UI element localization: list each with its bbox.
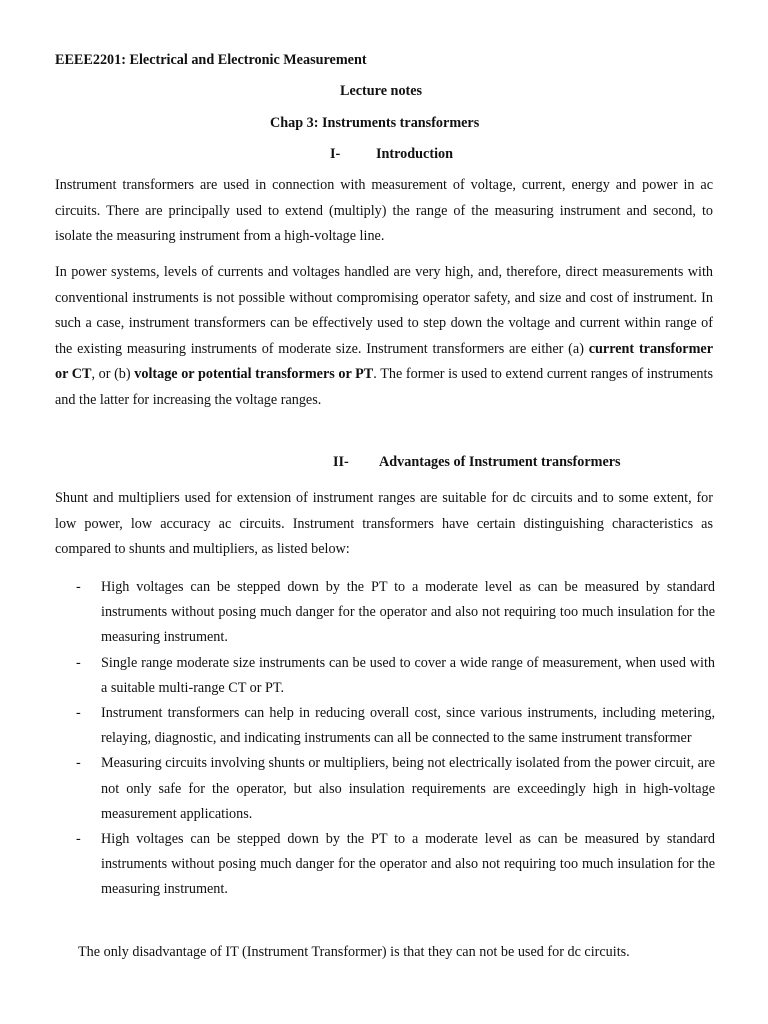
chapter-heading: Chap 3: Instruments transformers xyxy=(270,115,480,131)
list-item xyxy=(55,651,715,701)
intro-paragraph-2 xyxy=(55,260,713,414)
bullet-dash: - xyxy=(76,831,81,848)
list-item-text: High voltages can be stepped down by the PT to a moderate level as can be measured by standard instruments without posing much danger for the operator and also not requiring too much insulation for the measuring instrument. xyxy=(101,579,715,646)
advantages-list xyxy=(55,575,715,903)
list-item xyxy=(55,827,715,903)
conclusion-text: The only disadvantage of IT (Instrument Transformer) is that they can not be used for dc circuits. xyxy=(78,944,630,960)
lecture-notes-heading: Lecture notes xyxy=(340,83,423,99)
bullet-dash: - xyxy=(76,755,81,772)
section-2-number: II- xyxy=(333,454,349,470)
bullet-dash: - xyxy=(76,579,81,595)
section-1-heading xyxy=(330,147,453,161)
list-item-text: Instrument transformers can help in reducing overall cost, since various instruments, including metering, relaying, diagnostic, and indicating instruments can all be connected to the same instrument transformer xyxy=(101,705,715,747)
list-item-text: Measuring circuits involving shunts or multipliers, being not electrically isolated from the power circuit, are not only safe for the operator, but also insulation requirements are exceedingly high in high-voltage measurement applications. xyxy=(101,755,715,822)
advantages-intro-paragraph: Shunt and multipliers used for extension of instrument ranges are suitable for dc circuits and to some extent, for low power, low accuracy ac circuits. Instrument transformers have certain distinguishing characteristics as compared to shunts and multipliers, as listed below: xyxy=(55,490,713,558)
section-1-title: Introduction xyxy=(376,146,453,162)
pt-term: voltage or potential transformers or PT xyxy=(134,366,374,383)
intro-paragraph-1: Instrument transformers are used in connection with measurement of voltage, current, energy and power in ac circuits. There are principally used to extend (multiply) the range of the measuring instrument and second, to isolate the measuring instrument from a high-voltage line. xyxy=(55,177,713,245)
bullet-dash: - xyxy=(76,705,81,722)
section-1-number: I- xyxy=(330,146,341,162)
intro-paragraph-2-part-1: In power systems, levels of currents and voltages handled are very high, and, therefore, direct measurements with conventional instruments is not possible without compromising operator safety, and size and cost of instrument. In such a case, instrument transformers can be effectively used to step down the voltage and current within range of the existing measuring instruments of moderate size. Instrument transformers are either (a) xyxy=(55,264,713,357)
list-item xyxy=(55,701,715,751)
list-item-text: High voltages can be stepped down by the PT to a moderate level as can be measured by standard instruments without posing much danger for the operator and also not requiring too much insulation for the measuring instrument. xyxy=(101,831,715,898)
intro-paragraph-2-part-2: , or (b) xyxy=(91,366,135,383)
section-2-title: Advantages of Instrument transformers xyxy=(379,454,621,470)
section-2-heading xyxy=(333,455,621,469)
list-item xyxy=(55,575,715,651)
list-item xyxy=(55,751,715,827)
list-item-text: Single range moderate size instruments can be used to cover a wide range of measurement, when used with a suitable multi-range CT or PT. xyxy=(101,654,715,696)
course-title: EEEE2201: Electrical and Electronic Measurement xyxy=(55,52,367,68)
bullet-dash: - xyxy=(76,654,81,671)
ct-term: current transformer or CT xyxy=(55,340,713,383)
intro-paragraph-2-part-3: . The former is used to extend current ranges of instruments and the latter for increasing the voltage ranges. xyxy=(55,366,713,408)
